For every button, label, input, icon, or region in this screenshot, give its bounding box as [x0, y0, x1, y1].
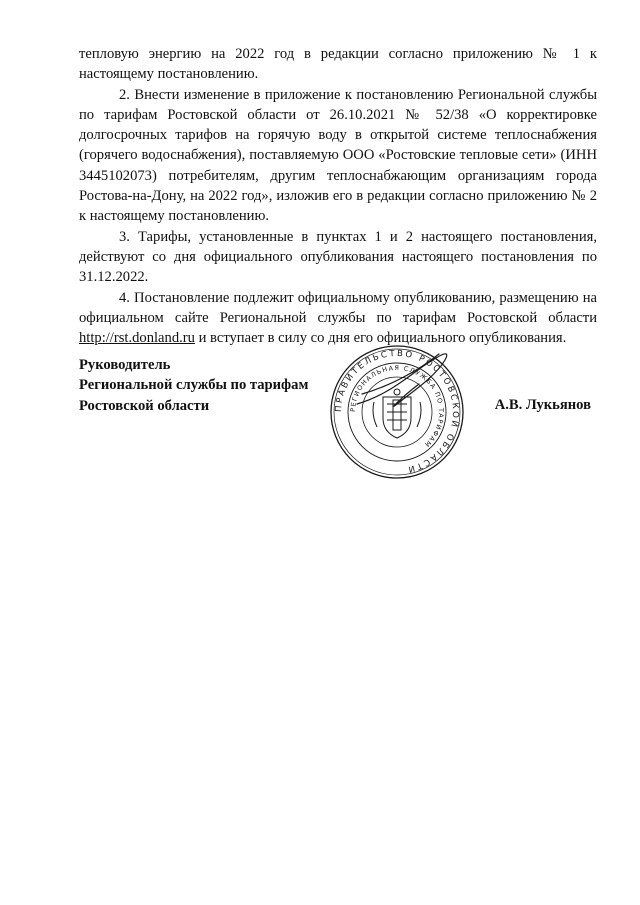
paragraph-1-text: тепловую энергию на 2022 год в редакции согласно приложению № 1 к настоящему постановлению. [79, 46, 597, 83]
signatory-title-line-2: Региональной службы по тарифам [79, 377, 309, 394]
signatory-name: А.В. Лукьянов [494, 397, 591, 413]
paragraph-1 [79, 44, 597, 85]
paragraph-4-text-before: 4. Постановление подлежит официальному опубликованию, размещению на официальном сайте Региональной службы по тарифам Ростовской области [79, 289, 597, 326]
paragraph-2 [79, 85, 597, 227]
signatory-title-line-1: Руководитель [79, 357, 171, 373]
paragraph-4-text-after: и вступает в силу со дня его официального опубликования. [194, 330, 567, 347]
paragraph-4 [79, 288, 597, 349]
signatory-title-line-3: Ростовской области [79, 397, 210, 414]
seal-inner-text: РЕГИОНАЛЬНАЯ СЛУЖБА ПО ТАРИФАМ [348, 363, 446, 450]
body-text [79, 44, 597, 348]
paragraph-3-text: 3. Тарифы, установленные в пунктах 1 и 2 настоящего постановления, действуют со дня официального опубликования настоящего постановления по 31.12.2022. [79, 228, 597, 286]
official-seal-image [327, 342, 467, 482]
paragraph-3 [79, 227, 597, 288]
coat-of-arms-icon [373, 389, 421, 438]
paragraph-2-text: 2. Внести изменение в приложение к постановлению Региональной службы по тарифам Ростовской области от 26.10.2021 № 52/38 «О корректировке долгосрочных тарифов на горячую воду в открытой системе теплоснабжения (горячего водоснабжения), поставляемую ООО «Ростовские тепловые сети» (ИНН 3445102073) потребителям, другим теплоснабжающим организациям города Ростова-на-Дону, на 2022 год», изложив его в редакции согласно приложению № 2 к настоящему постановлению. [79, 86, 597, 225]
seal-outer-text: ПРАВИТЕЛЬСТВО РОСТОВСКОЙ ОБЛАСТИ [333, 348, 461, 475]
website-link[interactable]: http://rst.donland.ru [79, 330, 195, 347]
